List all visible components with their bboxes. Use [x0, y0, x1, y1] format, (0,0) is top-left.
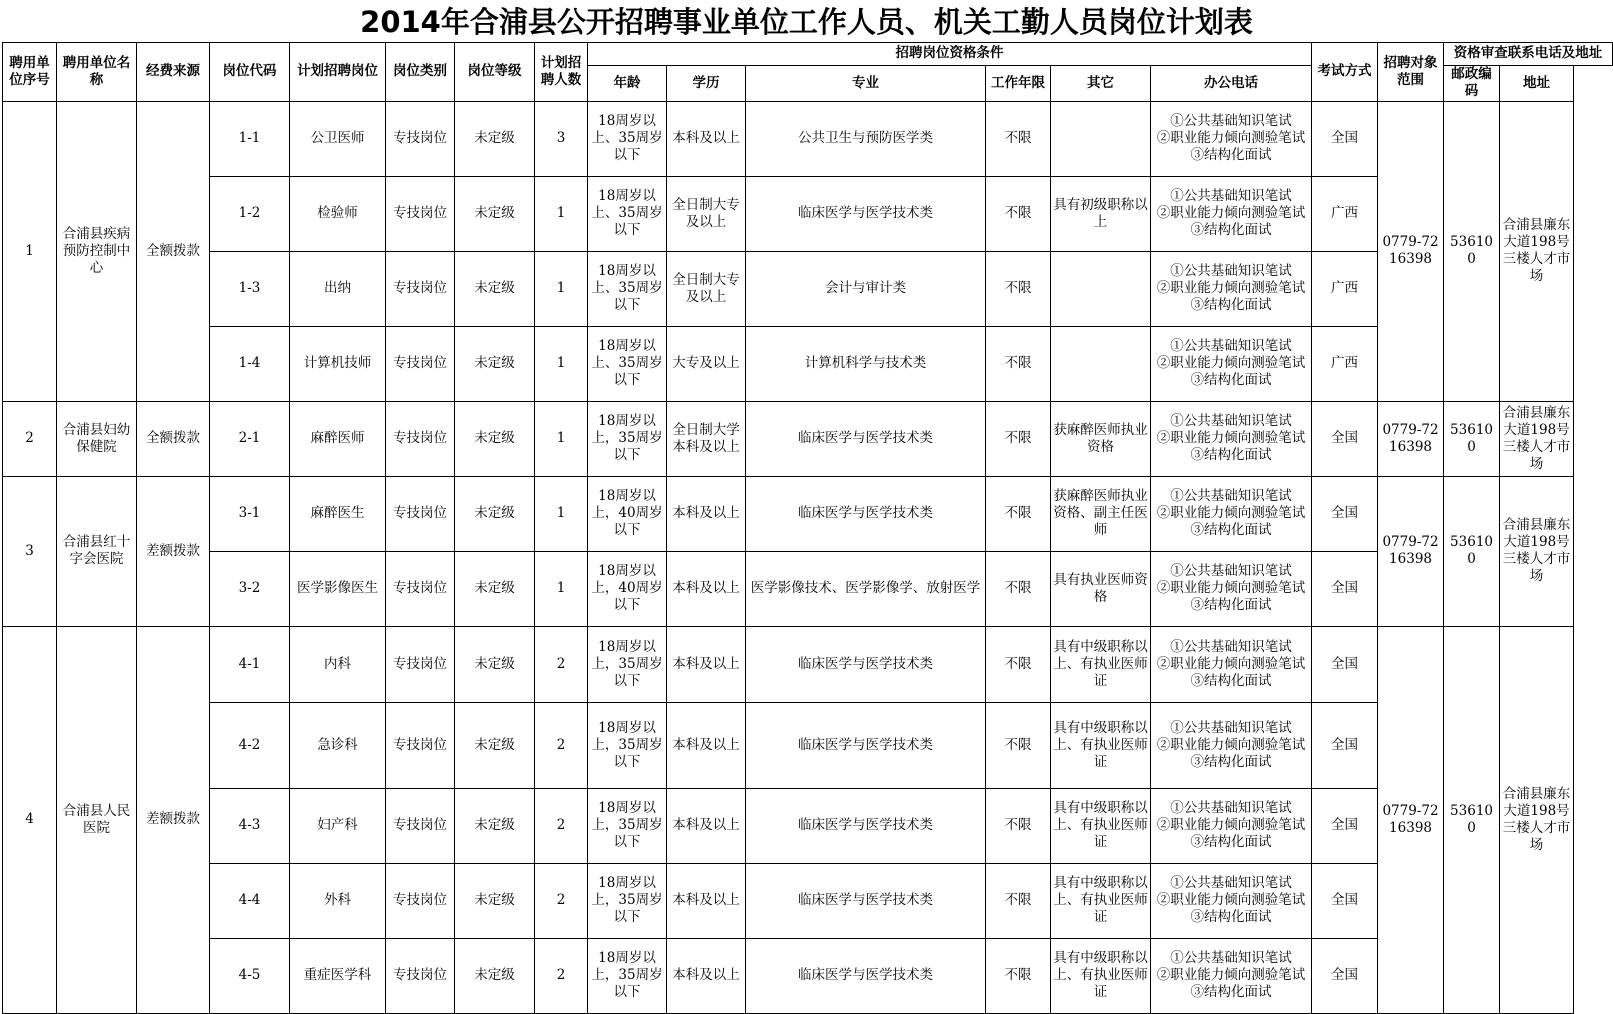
major-cell: 临床医学与医学技术类	[746, 938, 986, 1013]
other-cell: 获麻醉医师执业资格、副主任医师	[1051, 476, 1151, 551]
exam-line: ①公共基础知识笔试	[1170, 950, 1292, 967]
major-cell: 临床医学与医学技术类	[746, 626, 986, 702]
other-cell	[1051, 101, 1151, 176]
category-cell: 专技岗位	[386, 251, 455, 326]
exam-cell	[1151, 476, 1312, 551]
scope-cell: 全国	[1312, 626, 1378, 702]
exam-line: ①公共基础知识笔试	[1170, 338, 1292, 355]
exam-line: ①公共基础知识笔试	[1170, 800, 1292, 817]
unit-name-cell: 合浦县红十字会医院	[57, 476, 137, 626]
category-cell: 专技岗位	[386, 938, 455, 1013]
header-experience: 工作年限	[986, 65, 1051, 101]
exam-line: ①公共基础知识笔试	[1170, 488, 1292, 505]
category-cell: 专技岗位	[386, 702, 455, 788]
grade-cell: 未定级	[455, 176, 535, 251]
header-postcode: 邮政编码	[1444, 65, 1500, 101]
exam-line: ①公共基础知识笔试	[1170, 113, 1292, 130]
header-code: 岗位代码	[210, 43, 290, 102]
header-grade: 岗位等级	[455, 43, 535, 102]
exam-cell	[1151, 702, 1312, 788]
other-cell: 具有中级职称以上、有执业医师证	[1051, 788, 1151, 863]
count-cell: 1	[535, 551, 588, 626]
recruitment-table	[2, 42, 1613, 1014]
count-cell: 1	[535, 476, 588, 551]
other-cell: 具有初级职称以上	[1051, 176, 1151, 251]
post-cell: 重症医学科	[290, 938, 386, 1013]
exam-line: ②职业能力倾向测验笔试	[1156, 280, 1306, 297]
exam-line: ③结构化面试	[1190, 522, 1272, 539]
experience-cell: 不限	[986, 551, 1051, 626]
exam-line: ①公共基础知识笔试	[1170, 875, 1292, 892]
count-cell: 2	[535, 702, 588, 788]
exam-line: ③结构化面试	[1190, 672, 1272, 689]
count-cell: 1	[535, 326, 588, 401]
post-cell: 检验师	[290, 176, 386, 251]
code-cell: 1-1	[210, 101, 290, 176]
exam-line: ③结构化面试	[1190, 597, 1272, 614]
experience-cell: 不限	[986, 251, 1051, 326]
post-cell: 内科	[290, 626, 386, 702]
scope-cell: 全国	[1312, 938, 1378, 1013]
header-qualifications: 招聘岗位资格条件	[588, 43, 1312, 66]
exam-line: ①公共基础知识笔试	[1170, 413, 1292, 430]
count-cell: 1	[535, 401, 588, 476]
grade-cell: 未定级	[455, 476, 535, 551]
grade-cell: 未定级	[455, 863, 535, 938]
other-cell: 获麻醉医师执业资格	[1051, 401, 1151, 476]
age-cell: 18周岁以上，40周岁以下	[588, 551, 667, 626]
code-cell: 4-3	[210, 788, 290, 863]
address-cell: 合浦县廉东大道198号三楼人才市场	[1500, 401, 1574, 476]
category-cell: 专技岗位	[386, 863, 455, 938]
exam-cell	[1151, 176, 1312, 251]
exam-cell	[1151, 863, 1312, 938]
major-cell: 临床医学与医学技术类	[746, 863, 986, 938]
address-cell: 合浦县廉东大道198号三楼人才市场	[1500, 476, 1574, 626]
scope-cell: 全国	[1312, 101, 1378, 176]
grade-cell: 未定级	[455, 551, 535, 626]
education-cell: 本科及以上	[667, 476, 746, 551]
grade-cell: 未定级	[455, 251, 535, 326]
count-cell: 1	[535, 251, 588, 326]
exam-cell	[1151, 788, 1312, 863]
experience-cell: 不限	[986, 938, 1051, 1013]
exam-line: ①公共基础知识笔试	[1170, 263, 1292, 280]
exam-line: ③结构化面试	[1190, 297, 1272, 314]
education-cell: 全日制大专及以上	[667, 176, 746, 251]
unit-no-cell: 1	[3, 101, 57, 401]
exam-line: ③结构化面试	[1190, 147, 1272, 164]
other-cell: 具有中级职称以上、有执业医师证	[1051, 626, 1151, 702]
exam-line: ②职业能力倾向测验笔试	[1156, 736, 1306, 753]
table-row	[3, 251, 1613, 326]
table-row	[3, 551, 1613, 626]
exam-line: ①公共基础知识笔试	[1170, 563, 1292, 580]
grade-cell: 未定级	[455, 938, 535, 1013]
major-cell: 临床医学与医学技术类	[746, 476, 986, 551]
major-cell: 医学影像技术、医学影像学、放射医学	[746, 551, 986, 626]
fund-cell: 全额拨款	[137, 401, 210, 476]
post-cell: 妇产科	[290, 788, 386, 863]
exam-line: ②职业能力倾向测验笔试	[1156, 892, 1306, 909]
count-cell: 2	[535, 938, 588, 1013]
exam-line: ②职业能力倾向测验笔试	[1156, 505, 1306, 522]
header-count: 计划招聘人数	[535, 43, 588, 102]
experience-cell: 不限	[986, 788, 1051, 863]
header-contact: 资格审查联系电话及地址	[1444, 43, 1613, 66]
grade-cell: 未定级	[455, 326, 535, 401]
phone-cell: 0779-7216398	[1378, 626, 1444, 1013]
table-row	[3, 626, 1613, 702]
post-cell: 公卫医师	[290, 101, 386, 176]
other-cell: 具有执业医师资格	[1051, 551, 1151, 626]
header-phone: 办公电话	[1151, 65, 1312, 101]
header-education: 学历	[667, 65, 746, 101]
age-cell: 18周岁以上，35周岁以下	[588, 938, 667, 1013]
experience-cell: 不限	[986, 176, 1051, 251]
age-cell: 18周岁以上、35周岁以下	[588, 176, 667, 251]
other-cell	[1051, 251, 1151, 326]
post-cell: 医学影像医生	[290, 551, 386, 626]
exam-line: ②职业能力倾向测验笔试	[1156, 967, 1306, 984]
exam-line: ③结构化面试	[1190, 372, 1272, 389]
header-address: 地址	[1500, 65, 1574, 101]
scope-cell: 全国	[1312, 702, 1378, 788]
age-cell: 18周岁以上、35周岁以下	[588, 326, 667, 401]
post-cell: 麻醉医师	[290, 401, 386, 476]
table-row	[3, 401, 1613, 476]
phone-cell: 0779-7216398	[1378, 476, 1444, 626]
exam-cell	[1151, 938, 1312, 1013]
education-cell: 全日制大学本科及以上	[667, 401, 746, 476]
fund-cell: 差额拨款	[137, 476, 210, 626]
exam-cell	[1151, 326, 1312, 401]
exam-line: ②职业能力倾向测验笔试	[1156, 130, 1306, 147]
education-cell: 本科及以上	[667, 702, 746, 788]
table-row	[3, 702, 1613, 788]
exam-line: ③结构化面试	[1190, 222, 1272, 239]
post-cell: 出纳	[290, 251, 386, 326]
exam-line: ②职业能力倾向测验笔试	[1156, 817, 1306, 834]
age-cell: 18周岁以上，35周岁以下	[588, 401, 667, 476]
education-cell: 大专及以上	[667, 326, 746, 401]
category-cell: 专技岗位	[386, 401, 455, 476]
major-cell: 临床医学与医学技术类	[746, 176, 986, 251]
experience-cell: 不限	[986, 326, 1051, 401]
header-major: 专业	[746, 65, 986, 101]
category-cell: 专技岗位	[386, 476, 455, 551]
major-cell: 临床医学与医学技术类	[746, 702, 986, 788]
count-cell: 2	[535, 626, 588, 702]
category-cell: 专技岗位	[386, 326, 455, 401]
code-cell: 4-2	[210, 702, 290, 788]
table-row	[3, 101, 1613, 176]
table-body	[3, 43, 1613, 1014]
table-row	[3, 326, 1613, 401]
experience-cell: 不限	[986, 702, 1051, 788]
education-cell: 本科及以上	[667, 551, 746, 626]
education-cell: 本科及以上	[667, 938, 746, 1013]
post-cell: 外科	[290, 863, 386, 938]
header-scope: 招聘对象范围	[1378, 43, 1444, 102]
age-cell: 18周岁以上、35周岁以下	[588, 251, 667, 326]
unit-name-cell: 合浦县人民医院	[57, 626, 137, 1013]
page-title: 2014年合浦县公开招聘事业单位工作人员、机关工勤人员岗位计划表	[360, 5, 1253, 39]
post-cell: 急诊科	[290, 702, 386, 788]
experience-cell: 不限	[986, 626, 1051, 702]
exam-line: ③结构化面试	[1190, 909, 1272, 926]
major-cell: 公共卫生与预防医学类	[746, 101, 986, 176]
exam-cell	[1151, 251, 1312, 326]
phone-cell: 0779-7216398	[1378, 401, 1444, 476]
scope-cell: 广西	[1312, 326, 1378, 401]
count-cell: 2	[535, 788, 588, 863]
header-fund: 经费来源	[137, 43, 210, 102]
scope-cell: 全国	[1312, 788, 1378, 863]
code-cell: 1-4	[210, 326, 290, 401]
scope-cell: 广西	[1312, 251, 1378, 326]
exam-cell	[1151, 401, 1312, 476]
category-cell: 专技岗位	[386, 176, 455, 251]
exam-cell	[1151, 101, 1312, 176]
category-cell: 专技岗位	[386, 626, 455, 702]
category-cell: 专技岗位	[386, 551, 455, 626]
education-cell: 本科及以上	[667, 626, 746, 702]
experience-cell: 不限	[986, 401, 1051, 476]
table-row	[3, 938, 1613, 1013]
experience-cell: 不限	[986, 101, 1051, 176]
other-cell: 具有中级职称以上、有执业医师证	[1051, 863, 1151, 938]
other-cell: 具有中级职称以上、有执业医师证	[1051, 938, 1151, 1013]
exam-line: ③结构化面试	[1190, 753, 1272, 770]
other-cell: 具有中级职称以上、有执业医师证	[1051, 702, 1151, 788]
scope-cell: 广西	[1312, 176, 1378, 251]
address-cell: 合浦县廉东大道198号三楼人才市场	[1500, 101, 1574, 401]
fund-cell: 全额拨款	[137, 101, 210, 401]
count-cell: 1	[535, 176, 588, 251]
experience-cell: 不限	[986, 863, 1051, 938]
grade-cell: 未定级	[455, 702, 535, 788]
exam-line: ②职业能力倾向测验笔试	[1156, 355, 1306, 372]
table-row	[3, 476, 1613, 551]
scope-cell: 全国	[1312, 401, 1378, 476]
age-cell: 18周岁以上，35周岁以下	[588, 788, 667, 863]
grade-cell: 未定级	[455, 101, 535, 176]
header-age: 年龄	[588, 65, 667, 101]
age-cell: 18周岁以上，35周岁以下	[588, 702, 667, 788]
code-cell: 4-4	[210, 863, 290, 938]
header-other: 其它	[1051, 65, 1151, 101]
grade-cell: 未定级	[455, 626, 535, 702]
exam-line: ③结构化面试	[1190, 834, 1272, 851]
category-cell: 专技岗位	[386, 101, 455, 176]
category-cell: 专技岗位	[386, 788, 455, 863]
grade-cell: 未定级	[455, 788, 535, 863]
code-cell: 4-1	[210, 626, 290, 702]
fund-cell: 差额拨款	[137, 626, 210, 1013]
code-cell: 2-1	[210, 401, 290, 476]
header-row-1	[3, 43, 1613, 66]
table-row	[3, 863, 1613, 938]
count-cell: 3	[535, 101, 588, 176]
header-unit-no: 聘用单位序号	[3, 43, 57, 102]
major-cell: 临床医学与医学技术类	[746, 401, 986, 476]
exam-line: ③结构化面试	[1190, 447, 1272, 464]
unit-no-cell: 4	[3, 626, 57, 1013]
address-cell: 合浦县廉东大道198号三楼人才市场	[1500, 626, 1574, 1013]
age-cell: 18周岁以上，35周岁以下	[588, 863, 667, 938]
age-cell: 18周岁以上，35周岁以下	[588, 626, 667, 702]
exam-line: ②职业能力倾向测验笔试	[1156, 205, 1306, 222]
education-cell: 本科及以上	[667, 863, 746, 938]
unit-no-cell: 3	[3, 476, 57, 626]
code-cell: 3-2	[210, 551, 290, 626]
postcode-cell: 536100	[1444, 401, 1500, 476]
header-exam: 考试方式	[1312, 43, 1378, 102]
scope-cell: 全国	[1312, 476, 1378, 551]
scope-cell: 全国	[1312, 863, 1378, 938]
scope-cell: 全国	[1312, 551, 1378, 626]
postcode-cell: 536100	[1444, 476, 1500, 626]
exam-cell	[1151, 551, 1312, 626]
exam-line: ①公共基础知识笔试	[1170, 188, 1292, 205]
age-cell: 18周岁以上、35周岁以下	[588, 101, 667, 176]
header-category: 岗位类别	[386, 43, 455, 102]
experience-cell: 不限	[986, 476, 1051, 551]
code-cell: 3-1	[210, 476, 290, 551]
count-cell: 2	[535, 863, 588, 938]
post-cell: 计算机技师	[290, 326, 386, 401]
table-row	[3, 788, 1613, 863]
code-cell: 4-5	[210, 938, 290, 1013]
unit-no-cell: 2	[3, 401, 57, 476]
postcode-cell: 536100	[1444, 101, 1500, 401]
education-cell: 本科及以上	[667, 101, 746, 176]
exam-cell	[1151, 626, 1312, 702]
unit-name-cell: 合浦县妇幼保健院	[57, 401, 137, 476]
header-post: 计划招聘岗位	[290, 43, 386, 102]
major-cell: 计算机科学与技术类	[746, 326, 986, 401]
exam-line: ②职业能力倾向测验笔试	[1156, 580, 1306, 597]
major-cell: 会计与审计类	[746, 251, 986, 326]
code-cell: 1-3	[210, 251, 290, 326]
exam-line: ③结构化面试	[1190, 984, 1272, 1001]
postcode-cell: 536100	[1444, 626, 1500, 1013]
exam-line: ②职业能力倾向测验笔试	[1156, 430, 1306, 447]
phone-cell: 0779-7216398	[1378, 101, 1444, 401]
education-cell: 本科及以上	[667, 788, 746, 863]
major-cell: 临床医学与医学技术类	[746, 788, 986, 863]
exam-line: ①公共基础知识笔试	[1170, 638, 1292, 655]
code-cell: 1-2	[210, 176, 290, 251]
grade-cell: 未定级	[455, 401, 535, 476]
education-cell: 全日制大专及以上	[667, 251, 746, 326]
table-row	[3, 176, 1613, 251]
other-cell	[1051, 326, 1151, 401]
unit-name-cell: 合浦县疾病预防控制中心	[57, 101, 137, 401]
exam-line: ①公共基础知识笔试	[1170, 719, 1292, 736]
post-cell: 麻醉医生	[290, 476, 386, 551]
header-unit-name: 聘用单位名称	[57, 43, 137, 102]
age-cell: 18周岁以上，40周岁以下	[588, 476, 667, 551]
exam-line: ②职业能力倾向测验笔试	[1156, 655, 1306, 672]
